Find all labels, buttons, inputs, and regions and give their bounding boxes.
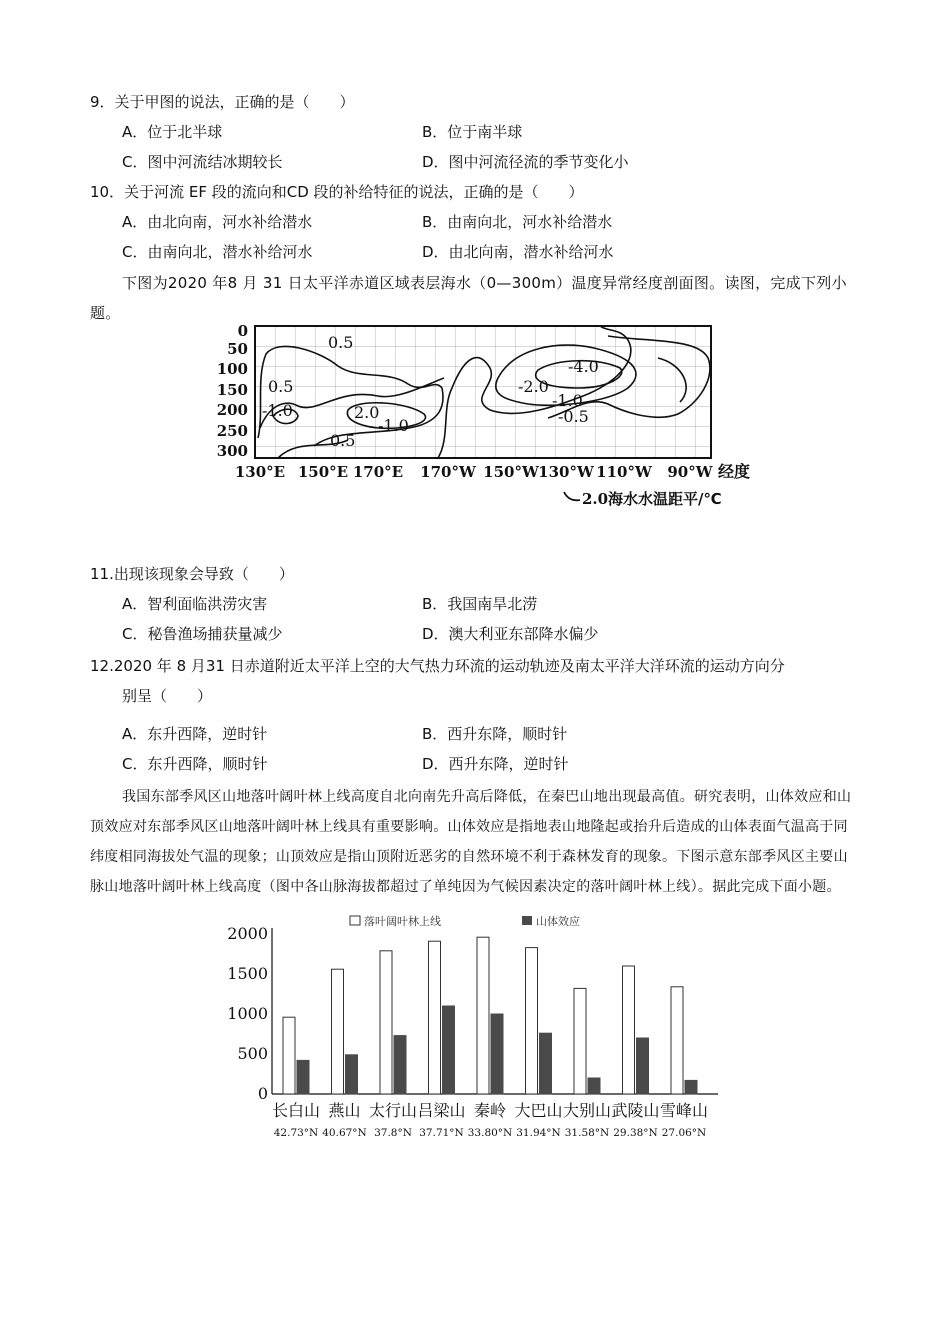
contour-label: -1.0 — [378, 416, 409, 435]
q11-option-a: A．智利面临洪涝灾害 — [122, 595, 268, 613]
longitude-tick: 110°W — [596, 463, 652, 481]
figure-grid — [255, 326, 711, 458]
x-category-label: 雪峰山 — [659, 1101, 709, 1120]
x-latitude-label: 31.58°N — [564, 1127, 610, 1139]
q9-option-b: B．位于南半球 — [422, 123, 523, 141]
q10-option-b: B．由南向北，河水补给潜水 — [422, 213, 613, 231]
depth-tick: 100 — [216, 360, 248, 378]
bar-mass-effect — [685, 1080, 697, 1094]
x-category-label: 武陵山 — [611, 1101, 660, 1120]
depth-tick: 250 — [216, 422, 248, 440]
x-latitude-label: 40.67°N — [322, 1127, 367, 1139]
q10-option-a: A．由北向南，河水补给潜水 — [122, 213, 313, 231]
bar-mass-effect — [588, 1078, 600, 1094]
legend-swatch-mass-effect — [522, 916, 532, 925]
depth-tick: 50 — [227, 340, 248, 358]
legend-line-sample — [564, 492, 580, 500]
legend-text: 海水水温距平/℃ — [608, 490, 722, 508]
q9-option-c: C．图中河流结冰期较长 — [122, 153, 283, 171]
bar-forest-line — [526, 948, 538, 1094]
x-category-label: 太行山 — [368, 1101, 418, 1120]
x-category-label: 吕梁山 — [417, 1101, 466, 1120]
q12-stem-line-1: 12.2020 年 8 月31 日赤道附近太平洋上空的大气热力环流的运动轨迹及南太平洋大洋环流的运动方向分 — [90, 657, 785, 675]
bar-mass-effect — [346, 1055, 358, 1094]
longitude-tick: 170°E — [352, 463, 404, 481]
q11-stem: 11.出现该现象会导致（ ） — [90, 565, 294, 583]
q11-option-c: C．秘鲁渔场捕获量减少 — [122, 625, 283, 643]
depth-tick: 150 — [216, 381, 248, 399]
bar-forest-line — [574, 988, 586, 1094]
x-latitude-label: 27.06°N — [661, 1127, 707, 1139]
x-latitude-label: 31.94°N — [516, 1127, 561, 1139]
longitude-tick: 130°W — [538, 463, 594, 481]
longitude-tick: 150°E — [297, 463, 349, 481]
y-tick-label: 1500 — [227, 964, 268, 983]
bar-forest-line — [380, 951, 392, 1094]
bar-mass-effect — [394, 1036, 406, 1094]
x-latitude-label: 37.71°N — [419, 1127, 464, 1139]
depth-tick: 0 — [237, 322, 248, 340]
x-category-label: 长白山 — [271, 1101, 321, 1120]
bar-forest-line — [671, 987, 683, 1094]
longitude-tick: 150°W — [483, 463, 539, 481]
q12-option-d: D．西升东降，逆时针 — [422, 755, 569, 773]
bar-mass-effect — [297, 1060, 309, 1094]
longitude-tick: 170°W — [420, 463, 476, 481]
q12-option-a: A．东升西降，逆时针 — [122, 725, 268, 743]
contour-label: 0.5 — [268, 377, 294, 396]
bar-forest-line — [477, 937, 489, 1094]
temperature-anomaly-figure — [216, 318, 788, 516]
contour-label: 2.0 — [354, 403, 380, 422]
legend-swatch-forest-line — [350, 916, 360, 925]
x-category-label: 大巴山 — [514, 1101, 563, 1120]
x-latitude-label: 33.80°N — [467, 1127, 513, 1139]
x-latitude-label: 37.8°N — [374, 1127, 412, 1139]
depth-tick: 300 — [216, 442, 248, 460]
longitude-axis-label: 经度 — [718, 462, 751, 481]
legend-label-forest-line: 落叶阔叶林上线 — [364, 915, 441, 928]
intro-paragraph-1: 下图为2020 年8 月 31 日太平洋赤道区域表层海水（0—300m）温度异常经度剖面图。读图，完成下列小题。 — [90, 274, 847, 322]
q11-option-b: B．我国南旱北涝 — [422, 595, 538, 613]
legend-label-mass-effect: 山体效应 — [536, 915, 580, 928]
legend-sample-value: 2.0 — [582, 490, 609, 508]
bar-forest-line — [623, 966, 635, 1094]
q9-option-a: A．位于北半球 — [122, 123, 223, 141]
x-category-label: 燕山 — [328, 1101, 361, 1120]
x-latitude-label: 29.38°N — [613, 1127, 658, 1139]
intro-paragraph-2: 我国东部季风区山地落叶阔叶林上线高度自北向南先升高后降低，在秦巴山地出现最高值。研究表明，山体效应和山顶效应对东部季风区山地落叶阔叶林上线具有重要影响。山体效应是指地表山地隆起或抬升后造成的山体表面气温高于同纬度相同海拔处气温的现象；山顶效应是指山顶附近恶劣的自然环境不利于森林发育的现象。下图示意东部季风区主要山脉山地落叶阔叶林上线高度（图中各山脉海拔都超过了单纯因为气候因素决定的落叶阔叶林上线）。据此完成下面小题。 — [90, 789, 852, 895]
longitude-tick: 130°E — [234, 463, 286, 481]
bar-forest-line — [429, 941, 441, 1094]
q9-stem: 9．关于甲图的说法，正确的是（ ） — [90, 93, 355, 111]
bar-mass-effect — [443, 1006, 455, 1094]
contour-label: 0.5 — [328, 333, 354, 352]
contour-label: -4.0 — [568, 357, 599, 376]
q11-option-d: D．澳大利亚东部降水偏少 — [422, 625, 599, 643]
x-category-label: 大别山 — [562, 1101, 612, 1120]
q9-option-d: D．图中河流径流的季节变化小 — [422, 153, 629, 171]
q12-option-c: C．东升西降，顺时针 — [122, 755, 268, 773]
bar-mass-effect — [491, 1014, 503, 1094]
longitude-tick: 90°W — [667, 463, 713, 481]
y-tick-label: 1000 — [227, 1004, 268, 1023]
contour-label: -2.0 — [518, 377, 549, 396]
y-tick-label: 2000 — [227, 924, 268, 943]
bar-mass-effect — [637, 1038, 649, 1094]
contour-label: -1.0 — [552, 391, 583, 410]
chart-legend — [350, 914, 580, 928]
contour-label: 0.5 — [330, 431, 356, 450]
bar-forest-line — [332, 969, 344, 1094]
q12-option-b: B．西升东降，顺时针 — [422, 725, 568, 743]
q10-option-d: D．由北向南，潜水补给河水 — [422, 243, 614, 261]
depth-tick: 200 — [216, 401, 248, 419]
contour-label: -1.0 — [262, 401, 293, 420]
x-latitude-label: 42.73°N — [273, 1127, 319, 1139]
x-category-label: 秦岭 — [473, 1101, 507, 1120]
bar-mass-effect — [540, 1033, 552, 1094]
q10-option-c: C．由南向北，潜水补给河水 — [122, 243, 313, 261]
forest-line-bar-chart — [227, 915, 730, 1144]
contour-label: -0.5 — [558, 407, 589, 426]
y-tick-label: 500 — [237, 1044, 268, 1063]
bar-forest-line — [283, 1017, 295, 1094]
q10-stem: 10．关于河流 EF 段的流向和CD 段的补给特征的说法，正确的是（ ） — [90, 183, 584, 201]
y-tick-label: 0 — [257, 1084, 268, 1103]
q12-stem-line-2: 别呈（ ） — [122, 687, 213, 705]
